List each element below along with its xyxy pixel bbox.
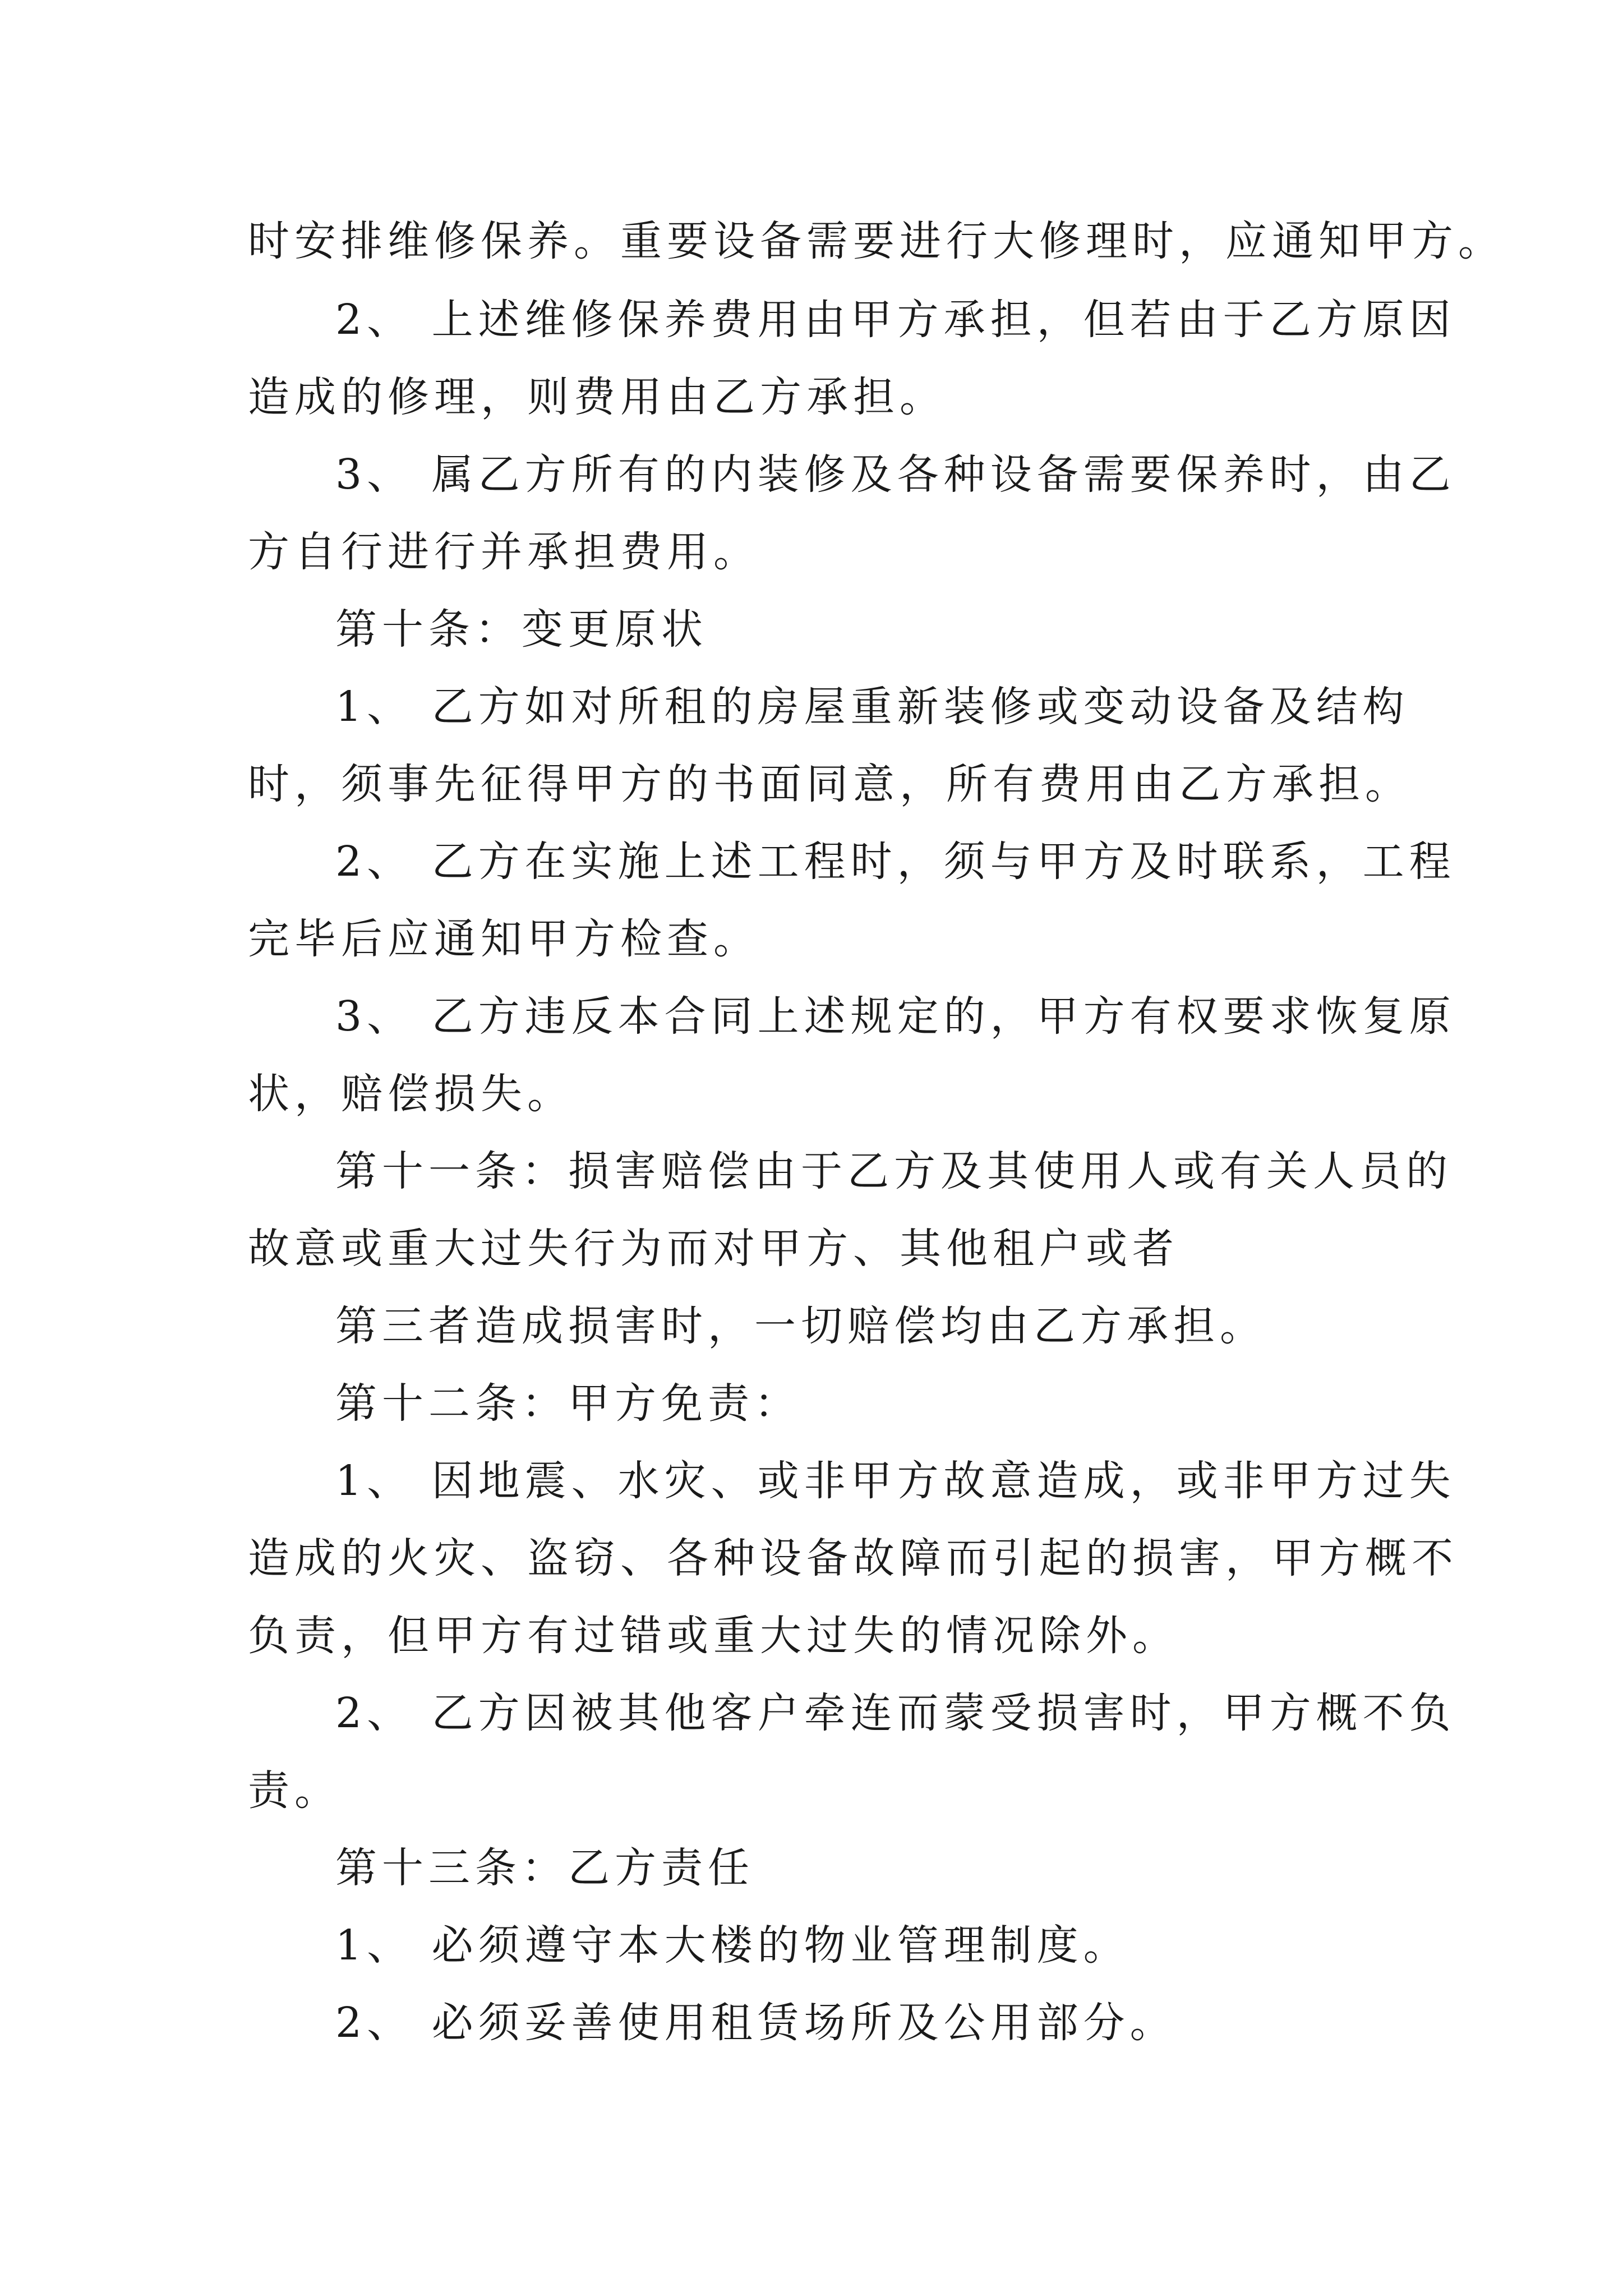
text-line: 造成的火灾、盗窃、各种设备故障而引起的损害，甲方概不 xyxy=(248,1534,1458,1582)
text-line: 1、 因地震、水灾、或非甲方故意造成，或非甲方过失 xyxy=(335,1457,1456,1505)
text-line: 完毕后应通知甲方检查。 xyxy=(248,915,760,963)
text-line: 责。 xyxy=(248,1766,341,1815)
text-line: 负责，但甲方有过错或重大过失的情况除外。 xyxy=(248,1612,1179,1660)
text-line: 2、 必须妥善使用租赁场所及公用部分。 xyxy=(335,1999,1177,2047)
text-line: 2、 乙方因被其他客户牵连而蒙受损害时，甲方概不负 xyxy=(335,1689,1456,1737)
section-heading: 第十三条：乙方责任 xyxy=(335,1844,754,1892)
text-line: 方自行进行并承担费用。 xyxy=(248,528,760,576)
section-heading: 第十二条：甲方免责： xyxy=(335,1379,801,1428)
text-line: 时安排维修保养。重要设备需要进行大修理时，应通知甲方。 xyxy=(248,217,1505,265)
text-line: 造成的修理，则费用由乙方承担。 xyxy=(248,373,946,421)
section-heading: 第十一条：损害赔偿由于乙方及其使用人或有关人员的 xyxy=(335,1147,1453,1195)
text-line: 2、 上述维修保养费用由甲方承担，但若由于乙方原因 xyxy=(335,296,1456,344)
text-line: 状，赔偿损失。 xyxy=(248,1070,574,1118)
text-line: 2、 乙方在实施上述工程时，须与甲方及时联系，工程 xyxy=(335,838,1456,886)
text-line: 1、 必须遵守本大楼的物业管理制度。 xyxy=(335,1921,1130,1970)
text-line: 故意或重大过失行为而对甲方、其他租户或者 xyxy=(248,1225,1179,1273)
text-line: 3、 乙方违反本合同上述规定的，甲方有权要求恢复原 xyxy=(335,992,1456,1041)
text-line: 第三者造成损害时，一切赔偿均由乙方承担。 xyxy=(335,1302,1266,1350)
text-line: 时，须事先征得甲方的书面同意，所有费用由乙方承担。 xyxy=(248,760,1412,808)
section-heading: 第十条：变更原状 xyxy=(335,605,708,654)
text-line: 1、 乙方如对所租的房屋重新装修或变动设备及结构 xyxy=(335,683,1409,731)
text-line: 3、 属乙方所有的内装修及各种设备需要保养时，由乙 xyxy=(335,450,1456,499)
